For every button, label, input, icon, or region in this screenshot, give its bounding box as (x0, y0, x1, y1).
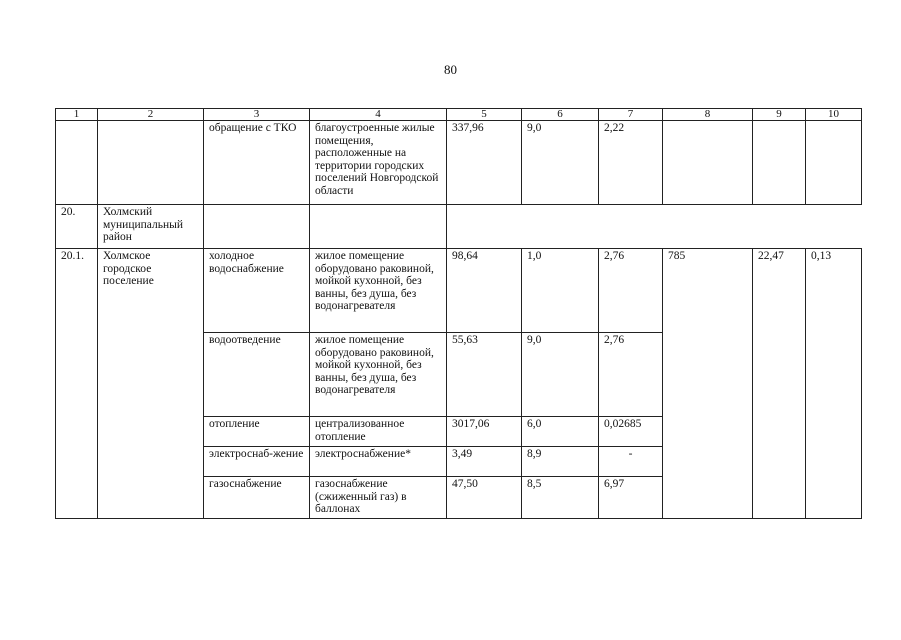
cell-description: жилое помещение оборудовано раковиной, мойкой кухонной, без ванны, без душа, без водонагревателя (310, 333, 447, 417)
cell-value: 3,49 (447, 447, 522, 477)
table-header-row (56, 109, 862, 121)
empty-area (447, 205, 862, 249)
cell-value: 337,96 (447, 121, 522, 205)
cell-value: 47,50 (447, 477, 522, 519)
header-cell: 9 (753, 109, 806, 121)
header-cell: 6 (522, 109, 599, 121)
cell-value: 1,0 (522, 249, 599, 333)
header-cell: 1 (56, 109, 98, 121)
cell-value: 6,97 (599, 477, 663, 519)
cell-service: отопление (204, 417, 310, 447)
cell-description: электроснабжение* (310, 447, 447, 477)
cell-name: Холмский муниципальный район (98, 205, 204, 249)
cell-service: водоотведение (204, 333, 310, 417)
header-cell: 4 (310, 109, 447, 121)
cell-value: 8,9 (522, 447, 599, 477)
header-cell: 7 (599, 109, 663, 121)
cell-service: газоснабжение (204, 477, 310, 519)
cell-service: холодное водоснабжение (204, 249, 310, 333)
header-cell: 5 (447, 109, 522, 121)
cell-value: 0,02685 (599, 417, 663, 447)
cell-name: Холмское городское поселение (98, 249, 204, 519)
cell-description: благоустроенные жилые помещения, расположенные на территории городских поселений Новгородской области (310, 121, 447, 205)
cell-value: 0,13 (806, 249, 862, 519)
header-cell: 8 (663, 109, 753, 121)
cell-value (663, 121, 753, 205)
cell-value (753, 121, 806, 205)
cell-value: - (599, 447, 663, 477)
header-cell: 2 (98, 109, 204, 121)
cell-value: 785 (663, 249, 753, 519)
cell-number: 20. (56, 205, 98, 249)
table-row (56, 205, 862, 249)
page-number: 80 (444, 62, 457, 77)
header-cell: 3 (204, 109, 310, 121)
cell-value: 98,64 (447, 249, 522, 333)
cell-value: 2,22 (599, 121, 663, 205)
cell-value: 9,0 (522, 333, 599, 417)
table-row (56, 121, 862, 205)
cell-name (98, 121, 204, 205)
cell-number (56, 121, 98, 205)
cell-value: 55,63 (447, 333, 522, 417)
cell-value: 2,76 (599, 333, 663, 417)
cell-description: централизованное отопление (310, 417, 447, 447)
cell-value: 9,0 (522, 121, 599, 205)
cell-description (310, 205, 447, 249)
header-cell: 10 (806, 109, 862, 121)
cell-value: 3017,06 (447, 417, 522, 447)
cell-number: 20.1. (56, 249, 98, 519)
cell-service: электроснаб-жение (204, 447, 310, 477)
cell-description: газоснабжение (сжиженный газ) в баллонах (310, 477, 447, 519)
table-row (56, 249, 862, 333)
cell-value: 2,76 (599, 249, 663, 333)
cell-value: 8,5 (522, 477, 599, 519)
tariff-table (55, 108, 862, 519)
cell-value (806, 121, 862, 205)
cell-service (204, 205, 310, 249)
cell-value: 6,0 (522, 417, 599, 447)
cell-description: жилое помещение оборудовано раковиной, мойкой кухонной, без ванны, без душа, без водонагревателя (310, 249, 447, 333)
cell-value: 22,47 (753, 249, 806, 519)
cell-service: обращение с ТКО (204, 121, 310, 205)
